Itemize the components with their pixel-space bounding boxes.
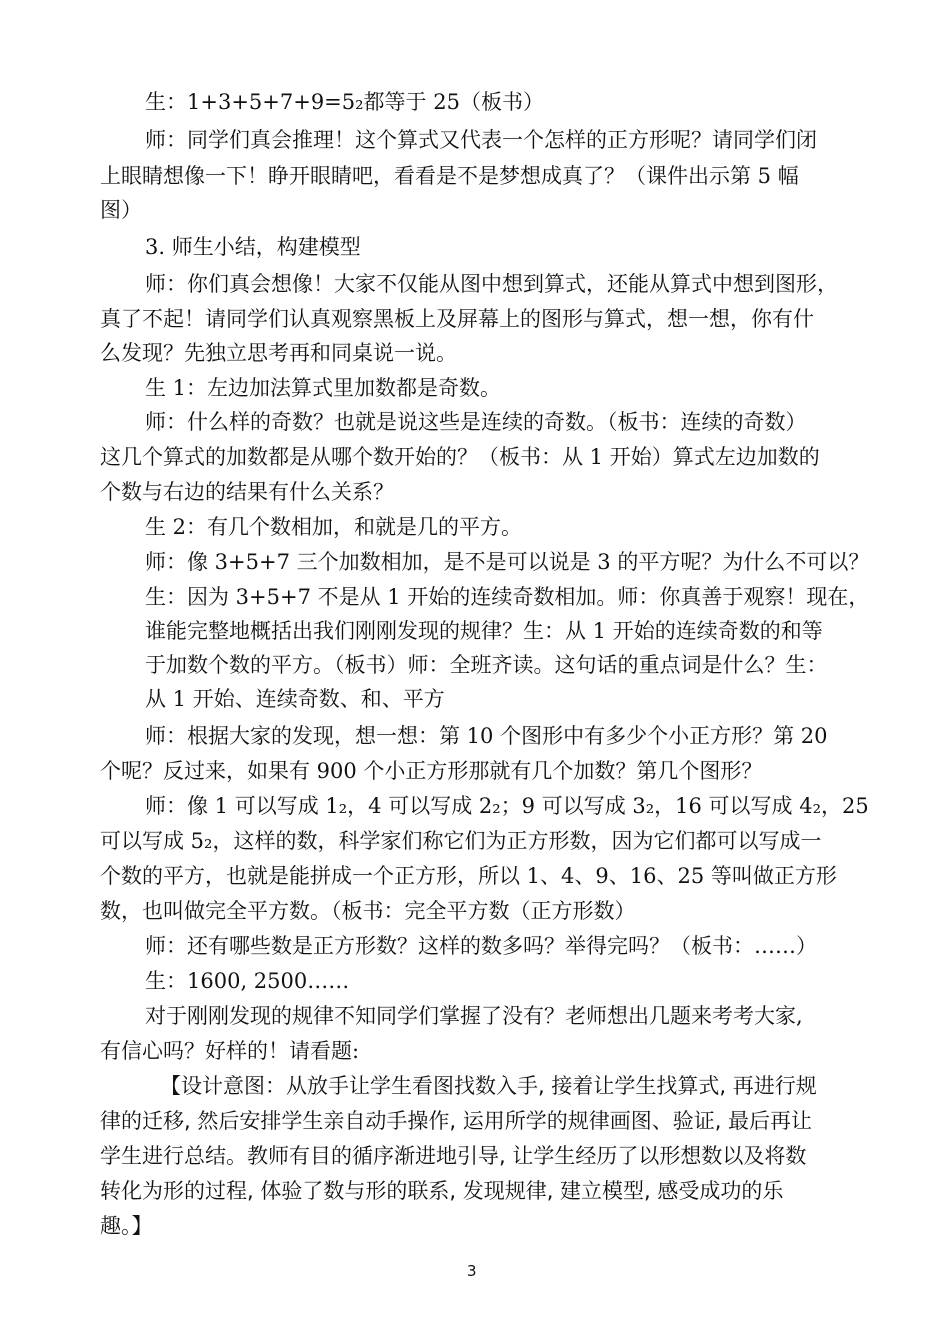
text-line: 谁能完整地概括出我们刚刚发现的规律？生：从 1 开始的连续奇数的和等 bbox=[145, 619, 823, 643]
text-line: 师：根据大家的发现，想一想：第 10 个图形中有多少个小正方形？第 20 bbox=[145, 724, 828, 748]
text-line: 师：像 3+5+7 三个加数相加，是不是可以说是 3 的平方呢？为什么不可以？ bbox=[145, 550, 870, 574]
text-line: 师：什么样的奇数？也就是说这些是连续的奇数。（板书：连续的奇数） bbox=[145, 410, 807, 434]
text-line: 个数的平方，也就是能拼成一个正方形，所以 1、4、9、16、25 等叫做正方形 bbox=[100, 864, 837, 888]
text-line: 真了不起！请同学们认真观察黑板上及屏幕上的图形与算式，想一想，你有什 bbox=[100, 307, 814, 331]
design-intent-line: 转化为形的过程, 体验了数与形的联系, 发现规律, 建立模型, 感受成功的乐 bbox=[100, 1179, 784, 1203]
page-number: 3 bbox=[467, 1262, 477, 1280]
text-line: 可以写成 5₂，这样的数，科学家们称它们为正方形数，因为它们都可以写成一 bbox=[100, 829, 822, 853]
text-line: 个呢？反过来，如果有 900 个小正方形那就有几个加数？第几个图形？ bbox=[100, 759, 763, 783]
design-intent-line: 【设计意图：从放手让学生看图找数入手, 接着让学生找算式, 再进行规 bbox=[160, 1074, 817, 1098]
text-line: 从 1 开始、连续奇数、和、平方 bbox=[145, 687, 445, 711]
text-line: 么发现？先独立思考再和同桌说一说。 bbox=[100, 341, 457, 365]
text-line: 图） bbox=[100, 198, 142, 222]
text-line: 师：像 1 可以写成 1₂，4 可以写成 2₂；9 可以写成 3₂，16 可以写成 4₂，25 bbox=[145, 794, 869, 818]
text-line: 师：还有哪些数是正方形数？这样的数多吗？举得完吗？（板书：……） bbox=[145, 934, 817, 958]
text-line: 于加数个数的平方。（板书）师：全班齐读。这句话的重点词是什么？生： bbox=[145, 653, 828, 677]
design-intent-line: 律的迁移, 然后安排学生亲自动手操作, 运用所学的规律画图、验证, 最后再让 bbox=[100, 1109, 813, 1133]
text-line: 生 2：有几个数相加，和就是几的平方。 bbox=[145, 515, 523, 539]
text-line: 生 1：左边加法算式里加数都是奇数。 bbox=[145, 376, 502, 400]
text-line: 对于刚刚发现的规律不知同学们掌握了没有？老师想出几题来考考大家, bbox=[145, 1004, 803, 1028]
text-line: 这几个算式的加数都是从哪个数开始的？（板书：从 1 开始）算式左边加数的 bbox=[100, 445, 820, 469]
text-line: 师：你们真会想像！大家不仅能从图中想到算式，还能从算式中想到图形， bbox=[145, 272, 838, 296]
design-intent-line: 学生进行总结。教师有目的循序渐进地引导, 让学生经历了以形想数以及将数 bbox=[100, 1144, 807, 1168]
text-line: 师：同学们真会推理！这个算式又代表一个怎样的正方形呢？请同学们闭 bbox=[145, 128, 817, 152]
section-heading: 3. 师生小结，构建模型 bbox=[145, 235, 361, 259]
text-line: 个数与右边的结果有什么关系？ bbox=[100, 480, 394, 504]
design-intent-line: 趣。】 bbox=[100, 1214, 153, 1238]
text-line: 上眼睛想像一下！睁开眼睛吧，看看是不是梦想成真了？（课件出示第 5 幅 bbox=[100, 164, 799, 188]
text-line: 生：1+3+5+7+9=5₂都等于 25（板书） bbox=[145, 90, 544, 114]
text-line: 生：因为 3+5+7 不是从 1 开始的连续奇数相加。师：你真善于观察！现在， bbox=[145, 585, 870, 609]
text-line: 数，也叫做完全平方数。（板书：完全平方数（正方形数） bbox=[100, 899, 636, 923]
text-line: 有信心吗？好样的！请看题: bbox=[100, 1039, 360, 1063]
text-line: 生：1600, 2500…… bbox=[145, 969, 350, 993]
